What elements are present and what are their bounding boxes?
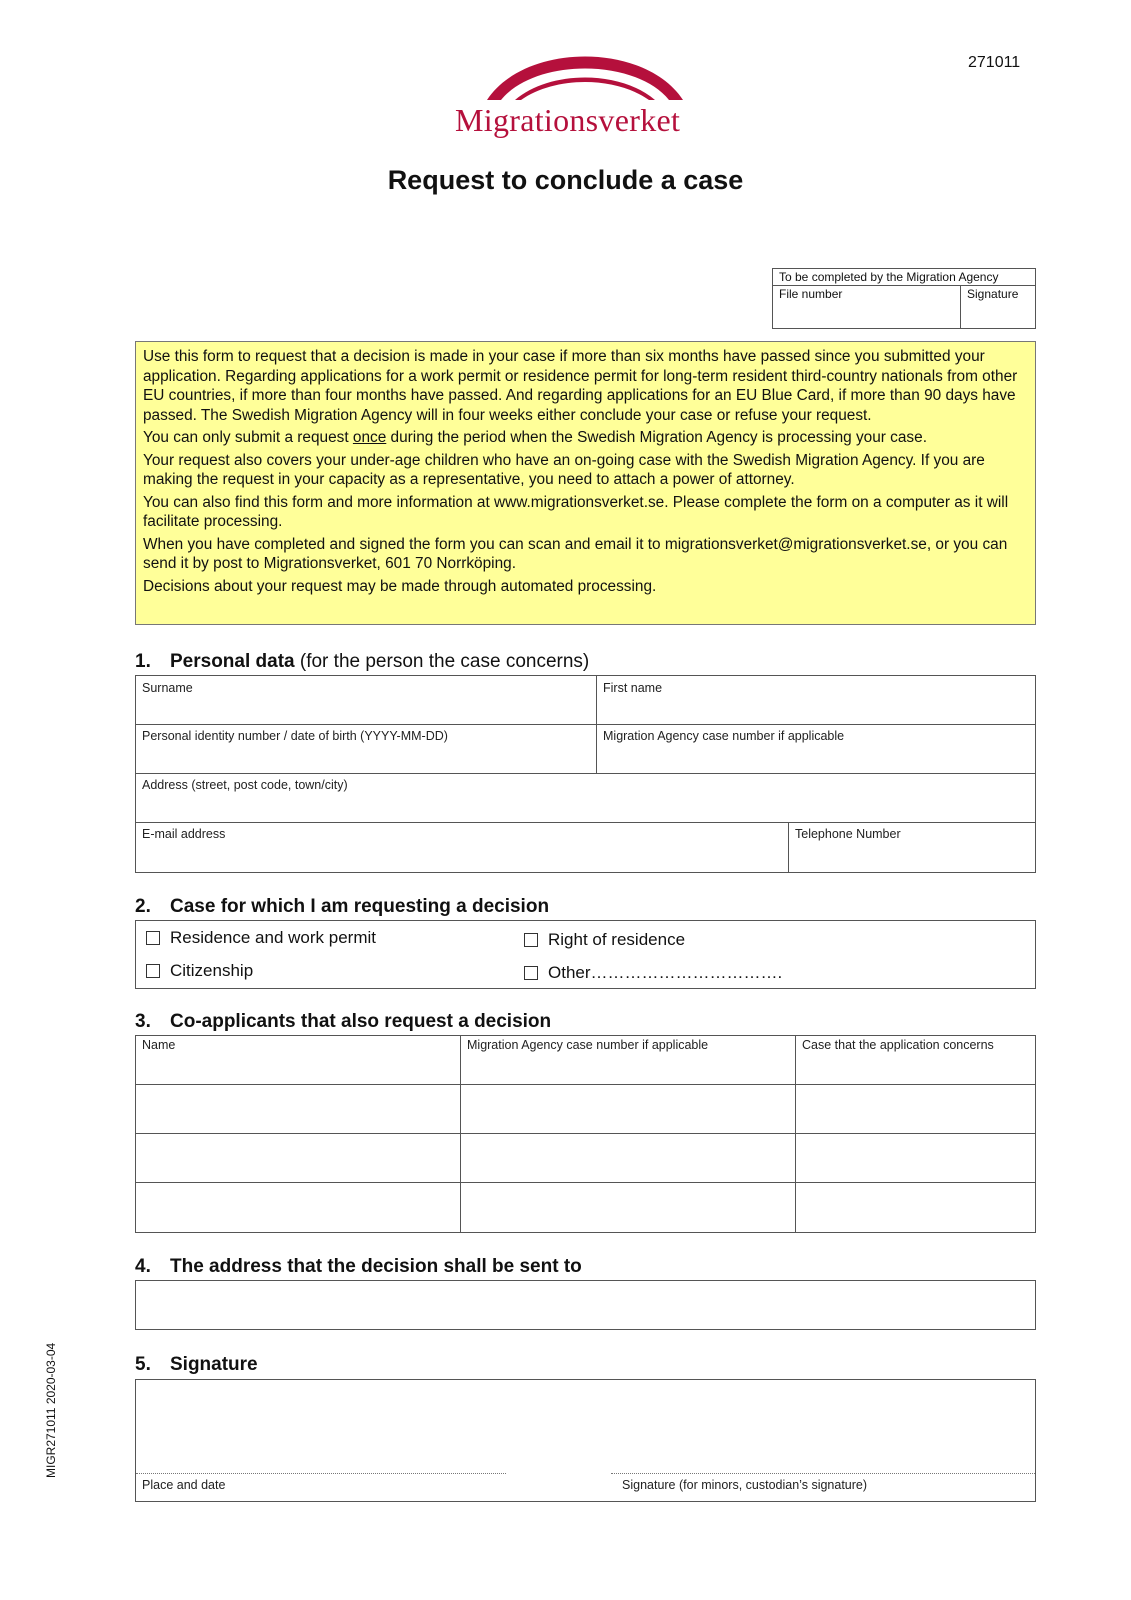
email-field[interactable] bbox=[136, 823, 788, 872]
logo-text: Migrationsverket bbox=[455, 102, 681, 138]
info-box bbox=[135, 341, 1036, 625]
section-subheading: (for the person the case concerns) bbox=[294, 651, 590, 672]
signature-box bbox=[135, 1379, 1036, 1502]
address-label: Address (street, post code, town/city) bbox=[142, 778, 348, 792]
address-field[interactable] bbox=[136, 774, 1035, 822]
office-signature-label: Signature bbox=[967, 287, 1019, 301]
section-heading: Signature bbox=[170, 1354, 258, 1375]
section-1-title bbox=[135, 651, 589, 673]
column-header-case-number: Migration Agency case number if applicable bbox=[467, 1038, 709, 1052]
checkbox-label: Citizenship bbox=[170, 961, 254, 980]
info-paragraph bbox=[143, 428, 1028, 448]
office-use-box bbox=[772, 268, 1036, 329]
section-5-title bbox=[135, 1354, 258, 1376]
telephone-label: Telephone Number bbox=[795, 827, 901, 841]
section-number: 2. bbox=[135, 896, 151, 917]
case-number-field[interactable] bbox=[597, 725, 1035, 773]
checkbox-label: Residence and work permit bbox=[170, 928, 376, 947]
table-row[interactable] bbox=[136, 1134, 1035, 1182]
info-paragraph: When you have completed and signed the form you can scan and email it to migrationsverket@migrationsverket.se, or you can send it by post to Migrationsverket, 601 70 Norrköping. bbox=[143, 535, 1008, 572]
section-2-title bbox=[135, 896, 549, 918]
surname-label: Surname bbox=[142, 681, 193, 695]
case-type-box bbox=[135, 920, 1036, 989]
page-title: Request to conclude a case bbox=[387, 165, 744, 195]
place-date-label: Place and date bbox=[142, 1478, 226, 1492]
table-row[interactable] bbox=[136, 1085, 1035, 1133]
file-number-label: File number bbox=[779, 287, 843, 301]
info-paragraph: Decisions about your request may be made through automated processing. bbox=[143, 577, 657, 595]
section-heading: The address that the decision shall be sent to bbox=[170, 1256, 582, 1277]
surname-field[interactable] bbox=[136, 676, 596, 724]
arch-logo-icon bbox=[455, 50, 715, 110]
personal-identity-field[interactable] bbox=[136, 725, 596, 773]
signature-label: Signature (for minors, custodian’s signature) bbox=[622, 1478, 868, 1492]
checkbox-label: Right of residence bbox=[548, 930, 686, 949]
info-paragraph: Your request also covers your under-age children who have an on-going case with the Swedish Migration Agency. If you are making the request in your capacity as a representative, you need to attach a power of attorney. bbox=[143, 451, 985, 488]
section-4-title bbox=[135, 1256, 582, 1278]
migrationsverket-logo bbox=[455, 50, 715, 145]
info-text: during the period when the Swedish Migration Agency is processing your case. bbox=[386, 429, 927, 446]
checkbox-label: Other……………………………. bbox=[548, 963, 783, 982]
right-of-residence-checkbox[interactable] bbox=[524, 930, 685, 950]
first-name-label: First name bbox=[603, 681, 663, 695]
section-heading: Co-applicants that also request a decision bbox=[170, 1011, 552, 1032]
checkbox-icon[interactable] bbox=[146, 931, 160, 945]
decision-address-field[interactable] bbox=[135, 1280, 1036, 1330]
checkbox-icon[interactable] bbox=[524, 966, 538, 980]
citizenship-checkbox[interactable] bbox=[146, 961, 253, 981]
case-number-label: Migration Agency case number if applicable bbox=[603, 729, 845, 743]
email-label: E-mail address bbox=[142, 827, 226, 841]
office-signature-field[interactable] bbox=[961, 286, 1024, 329]
section-heading: Personal data bbox=[170, 651, 295, 672]
file-number-field[interactable] bbox=[773, 286, 961, 329]
info-underlined-text: once bbox=[352, 429, 387, 446]
section-heading: Case for which I am requesting a decision bbox=[170, 896, 550, 917]
table-row[interactable] bbox=[136, 1183, 1035, 1232]
info-paragraph: You can also find this form and more information at www.migrationsverket.se. Please complete the form on a computer as it will facilitate processing. bbox=[143, 493, 1009, 530]
section-number: 1. bbox=[135, 651, 151, 672]
telephone-field[interactable] bbox=[789, 823, 1035, 872]
section-number: 3. bbox=[135, 1011, 151, 1032]
checkbox-icon[interactable] bbox=[524, 933, 538, 947]
office-use-heading: To be completed by the Migration Agency bbox=[773, 269, 1035, 286]
co-applicants-table bbox=[135, 1035, 1036, 1233]
personal-identity-label: Personal identity number / date of birth (YYYY-MM-DD) bbox=[142, 729, 448, 743]
info-text: You can only submit a request bbox=[143, 429, 353, 446]
personal-data-grid bbox=[135, 675, 1036, 873]
column-header-name: Name bbox=[142, 1038, 176, 1052]
section-3-title bbox=[135, 1011, 551, 1033]
section-number: 4. bbox=[135, 1256, 151, 1277]
info-paragraph: Use this form to request that a decision is made in your case if more than six months have passed since you submitted your application. Regarding applications for a work permit or residence permit for long-term resident third-country nationals from other EU countries, if more than four months have passed. And regarding applications for an EU Blue Card, if more than 90 days have passed. The Swedish Migration Agency will in four weeks either conclude your case or refuse your request. bbox=[143, 348, 1018, 424]
form-id: 271011 bbox=[968, 54, 1021, 71]
column-header-case: Case that the application concerns bbox=[802, 1038, 994, 1052]
checkbox-icon[interactable] bbox=[146, 964, 160, 978]
form-version-code: MIGR271011 2020-03-04 bbox=[44, 1342, 58, 1478]
other-checkbox[interactable] bbox=[524, 963, 782, 983]
section-number: 5. bbox=[135, 1354, 151, 1375]
residence-work-permit-checkbox[interactable] bbox=[146, 928, 376, 948]
first-name-field[interactable] bbox=[597, 676, 1035, 724]
